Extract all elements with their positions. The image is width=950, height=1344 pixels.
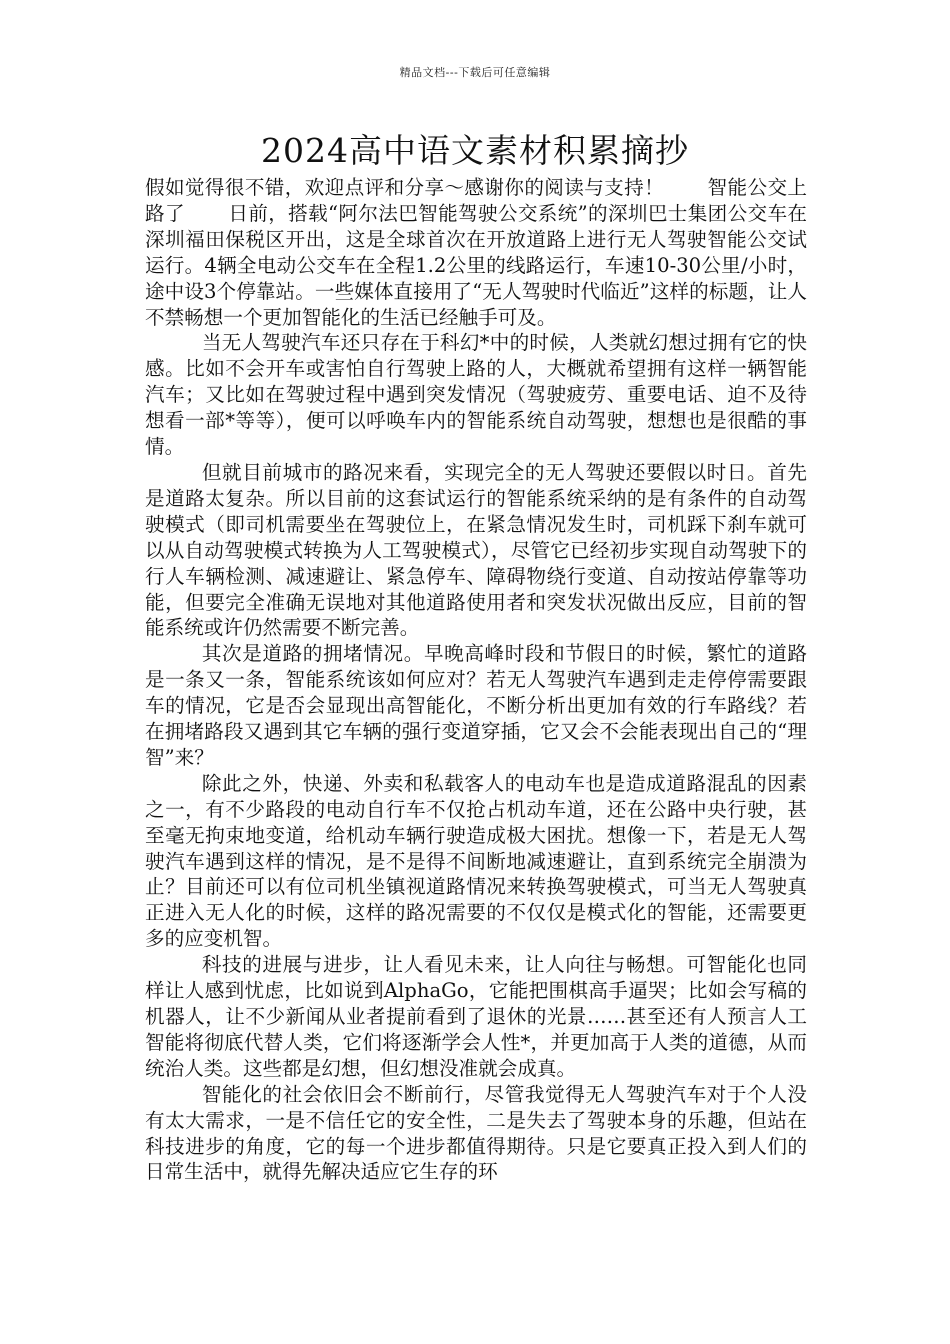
- body-paragraph-4: 除此之外，快递、外卖和私载客人的电动车也是造成道路混乱的因素之一，有不少路段的电动自行车不仅抢占机动车道，还在公路中央行驶，甚至毫无拘束地变道，给机动车辆行驶造成极大困扰。想像一下，若是无人驾驶汽车遇到这样的情况，是不是得不间断地减速避让，直到系统完全崩溃为止？目前还可以有位司机坐镇视道路情况来转换驾驶模式，可当无人驾驶真正进入无人化的时候，这样的路况需要的不仅仅是模式化的智能，还需要更多的应变机智。: [145, 771, 807, 951]
- intro-text: 假如觉得很不错，欢迎点评和分享～感谢你的阅读与支持！: [145, 176, 665, 199]
- body-paragraph-3: 其次是道路的拥堵情况。早晚高峰时段和节假日的时候，繁忙的道路是一条又一条，智能系统该如何应对？若无人驾驶汽车遇到走走停停需要跟车的情况，它是否会显现出高智能化，不断分析出更加有效的行车路线？若在拥堵路段又遇到其它车辆的强行变道穿插，它又会不会能表现出自己的“理智”来？: [145, 642, 807, 769]
- body-paragraph-6: 智能化的社会依旧会不断前行，尽管我觉得无人驾驶汽车对于个人没有太大需求，一是不信任它的安全性，二是失去了驾驶本身的乐趣，但站在科技进步的角度，它的每一个进步都值得期待。只是它要真正投入到人们的日常生活中，就得先解决适应它生存的环: [145, 1082, 807, 1184]
- body-paragraph-2: 但就目前城市的路况来看，实现完全的无人驾驶还要假以时日。首先是道路太复杂。所以目前的这套试运行的智能系统采纳的是有条件的自动驾驶模式（即司机需要坐在驾驶位上，在紧急情况发生时，司机踩下刹车就可以从自动驾驶模式转换为人工驾驶模式），尽管它已经初步实现自动驾驶下的行人车辆检测、减速避让、紧急停车、障碍物绕行变道、自动按站停靠等功能，但要完全准确无误地对其他道路使用者和突发状况做出反应，目前的智能系统或许仍然需要不断完善。: [145, 460, 807, 640]
- document-body: [145, 175, 807, 1185]
- header-note: 精品文档---下载后可任意编辑: [399, 66, 551, 79]
- lead-text: 日前，搭载“阿尔法巴智能驾驶公交系统”的深圳巴士集团公交车在深圳福田保税区开出，这是全球首次在开放道路上进行无人驾驶智能公交试运行。4辆全电动公交车在全程1.2公里的线路运行，车速10-30公里/小时，途中设3个停靠站。一些媒体直接用了“无人驾驶时代临近”这样的标题，让人不禁畅想一个更加智能化的生活已经触手可及。: [145, 201, 807, 329]
- body-paragraph-5: 科技的进展与进步，让人看见未来，让人向往与畅想。可智能化也同样让人感到忧虑，比如说到AlphaGo，它能把围棋高手逼哭；比如会写稿的机器人，让不少新闻从业者提前看到了退休的光景……甚至还有人预言人工智能将彻底代替人类，它们将逐渐学会人性*，并更加高于人类的道德，从而统治人类。这些都是幻想，但幻想没准就会成真。: [145, 953, 807, 1080]
- body-paragraph-1: 当无人驾驶汽车还只存在于科幻*中的时候，人类就幻想过拥有它的快感。比如不会开车或害怕自行驾驶上路的人，大概就希望拥有这样一辆智能汽车；又比如在驾驶过程中遇到突发情况（驾驶疲劳、重要电话、迫不及待想看一部*等等），便可以呼唤车内的智能系统自动驾驶，想想也是很酷的事情。: [145, 331, 807, 459]
- intro-paragraph: [145, 175, 807, 330]
- document-title: 2024高中语文素材积累摘抄: [261, 131, 689, 170]
- section-heading: 智能公交上路了: [145, 176, 808, 225]
